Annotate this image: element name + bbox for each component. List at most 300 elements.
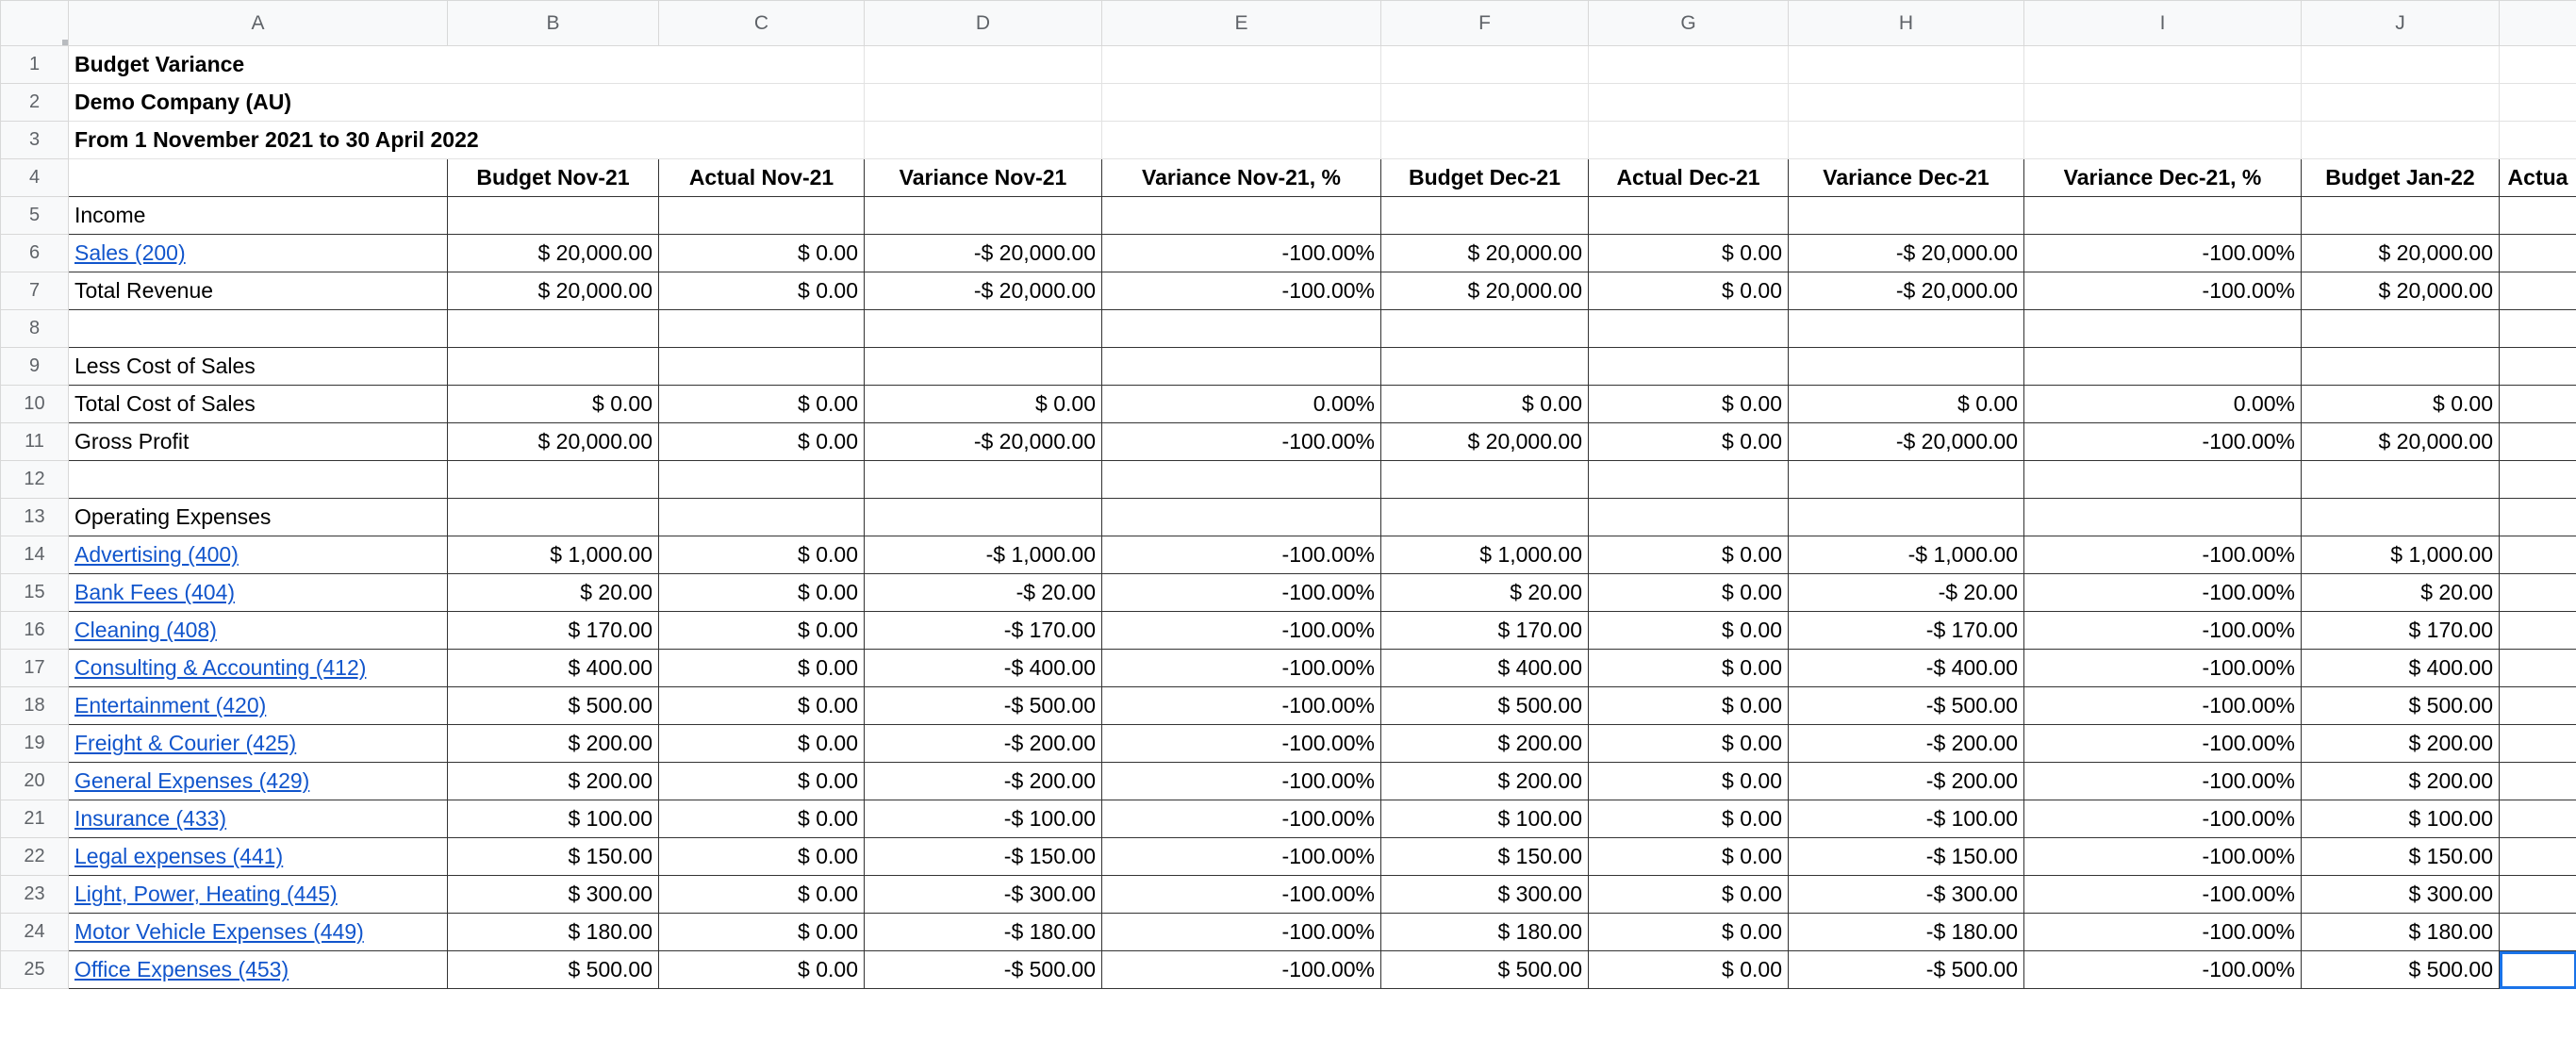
value-cell[interactable]: $ 20,000.00 [448,272,659,310]
value-cell[interactable]: $ 500.00 [1381,687,1589,725]
value-cell[interactable]: $ 20,000.00 [2302,235,2500,272]
value-cell[interactable]: -$ 150.00 [865,838,1102,876]
row-number[interactable]: 10 [1,386,69,423]
value-cell[interactable]: -$ 500.00 [1789,951,2024,989]
empty-cell[interactable] [1381,46,1589,84]
row-label-cell[interactable]: Operating Expenses [69,499,448,536]
value-cell[interactable]: $ 170.00 [1381,612,1589,650]
value-cell[interactable] [1102,499,1381,536]
value-cell[interactable] [1102,461,1381,499]
column-title-cell[interactable]: Variance Dec-21 [1789,159,2024,197]
value-cell[interactable]: $ 200.00 [448,725,659,763]
value-cell[interactable]: $ 180.00 [448,914,659,951]
value-cell[interactable]: $ 100.00 [2302,800,2500,838]
value-cell[interactable]: $ 20.00 [2302,574,2500,612]
empty-cell[interactable] [2500,46,2576,84]
empty-cell[interactable] [1789,122,2024,159]
value-cell[interactable]: -$ 20,000.00 [865,272,1102,310]
value-cell[interactable] [2302,499,2500,536]
value-cell[interactable] [2500,612,2576,650]
value-cell[interactable]: -$ 180.00 [865,914,1102,951]
value-cell[interactable] [1589,348,1789,386]
value-cell[interactable]: -100.00% [1102,235,1381,272]
value-cell[interactable] [1589,499,1789,536]
column-title-cell[interactable]: Actua [2500,159,2576,197]
value-cell[interactable] [448,348,659,386]
value-cell[interactable]: $ 0.00 [1589,612,1789,650]
value-cell[interactable] [1789,197,2024,235]
value-cell[interactable]: $ 400.00 [448,650,659,687]
value-cell[interactable] [865,461,1102,499]
empty-cell[interactable] [2024,46,2302,84]
value-cell[interactable]: $ 0.00 [659,951,865,989]
value-cell[interactable]: -100.00% [2024,423,2302,461]
value-cell[interactable]: -100.00% [2024,650,2302,687]
value-cell[interactable]: -$ 300.00 [865,876,1102,914]
account-link[interactable]: Office Expenses (453) [69,951,448,989]
column-title-cell[interactable]: Budget Dec-21 [1381,159,1589,197]
value-cell[interactable]: $ 20.00 [448,574,659,612]
value-cell[interactable] [1589,461,1789,499]
value-cell[interactable]: $ 1,000.00 [1381,536,1589,574]
value-cell[interactable] [1381,499,1589,536]
account-link[interactable]: General Expenses (429) [69,763,448,800]
column-header[interactable]: B [448,1,659,46]
row-number[interactable]: 7 [1,272,69,310]
value-cell[interactable]: $ 0.00 [1589,838,1789,876]
value-cell[interactable] [2024,461,2302,499]
column-header[interactable]: D [865,1,1102,46]
value-cell[interactable]: $ 150.00 [2302,838,2500,876]
value-cell[interactable] [659,348,865,386]
value-cell[interactable] [1789,499,2024,536]
column-header[interactable]: E [1102,1,1381,46]
value-cell[interactable]: -$ 200.00 [865,763,1102,800]
row-number[interactable]: 9 [1,348,69,386]
account-link[interactable]: Consulting & Accounting (412) [69,650,448,687]
value-cell[interactable] [2302,310,2500,348]
value-cell[interactable]: $ 0.00 [1589,687,1789,725]
empty-cell[interactable] [2302,46,2500,84]
value-cell[interactable]: $ 200.00 [448,763,659,800]
value-cell[interactable]: -$ 500.00 [1789,687,2024,725]
value-cell[interactable]: -100.00% [1102,876,1381,914]
row-number[interactable]: 12 [1,461,69,499]
column-header[interactable]: C [659,1,865,46]
value-cell[interactable] [659,197,865,235]
value-cell[interactable]: $ 100.00 [448,800,659,838]
account-link[interactable]: Bank Fees (404) [69,574,448,612]
value-cell[interactable]: $ 0.00 [659,650,865,687]
value-cell[interactable]: $ 200.00 [1381,725,1589,763]
value-cell[interactable]: $ 0.00 [659,536,865,574]
empty-cell[interactable] [1102,122,1381,159]
value-cell[interactable] [1589,197,1789,235]
value-cell[interactable]: $ 0.00 [1381,386,1589,423]
account-link[interactable]: Motor Vehicle Expenses (449) [69,914,448,951]
value-cell[interactable] [1102,197,1381,235]
row-number[interactable]: 16 [1,612,69,650]
value-cell[interactable]: $ 170.00 [2302,612,2500,650]
row-number[interactable]: 17 [1,650,69,687]
value-cell[interactable]: $ 0.00 [1589,423,1789,461]
value-cell[interactable]: $ 0.00 [1589,725,1789,763]
value-cell[interactable]: -100.00% [1102,838,1381,876]
value-cell[interactable]: -$ 170.00 [865,612,1102,650]
column-header[interactable]: I [2024,1,2302,46]
value-cell[interactable]: $ 200.00 [1381,763,1589,800]
value-cell[interactable]: $ 20.00 [1381,574,1589,612]
value-cell[interactable] [659,499,865,536]
value-cell[interactable]: $ 500.00 [448,951,659,989]
value-cell[interactable]: $ 0.00 [659,838,865,876]
row-number[interactable]: 24 [1,914,69,951]
row-number[interactable]: 22 [1,838,69,876]
value-cell[interactable] [2500,725,2576,763]
value-cell[interactable]: -$ 20,000.00 [1789,272,2024,310]
value-cell[interactable]: -100.00% [2024,612,2302,650]
value-cell[interactable] [2500,499,2576,536]
value-cell[interactable]: -100.00% [2024,914,2302,951]
value-cell[interactable]: $ 400.00 [1381,650,1589,687]
value-cell[interactable] [2500,687,2576,725]
header-blank-cell[interactable] [69,159,448,197]
report-title-cell[interactable]: From 1 November 2021 to 30 April 2022 [69,122,865,159]
row-number[interactable]: 6 [1,235,69,272]
row-number[interactable]: 3 [1,122,69,159]
value-cell[interactable]: -100.00% [2024,687,2302,725]
value-cell[interactable]: -$ 20,000.00 [865,235,1102,272]
value-cell[interactable] [2500,386,2576,423]
value-cell[interactable] [448,499,659,536]
value-cell[interactable] [2302,348,2500,386]
value-cell[interactable]: $ 180.00 [1381,914,1589,951]
value-cell[interactable]: -100.00% [1102,800,1381,838]
value-cell[interactable] [1381,197,1589,235]
empty-cell[interactable] [1589,46,1789,84]
value-cell[interactable]: -$ 1,000.00 [865,536,1102,574]
value-cell[interactable] [2500,235,2576,272]
row-number[interactable]: 4 [1,159,69,197]
value-cell[interactable] [448,461,659,499]
value-cell[interactable]: -100.00% [1102,574,1381,612]
value-cell[interactable]: $ 100.00 [1381,800,1589,838]
column-header[interactable]: A [69,1,448,46]
empty-cell[interactable] [1589,122,1789,159]
value-cell[interactable]: $ 0.00 [1589,914,1789,951]
value-cell[interactable] [448,197,659,235]
value-cell[interactable]: -$ 170.00 [1789,612,2024,650]
value-cell[interactable]: $ 0.00 [2302,386,2500,423]
value-cell[interactable]: -$ 500.00 [865,951,1102,989]
value-cell[interactable] [2024,499,2302,536]
row-number[interactable]: 23 [1,876,69,914]
account-link[interactable]: Advertising (400) [69,536,448,574]
value-cell[interactable]: -100.00% [2024,951,2302,989]
value-cell[interactable]: $ 20,000.00 [1381,423,1589,461]
value-cell[interactable]: -100.00% [1102,687,1381,725]
empty-cell[interactable] [2024,84,2302,122]
value-cell[interactable]: -100.00% [1102,423,1381,461]
value-cell[interactable] [448,310,659,348]
value-cell[interactable]: $ 0.00 [1589,536,1789,574]
value-cell[interactable]: 0.00% [1102,386,1381,423]
empty-cell[interactable] [2024,122,2302,159]
value-cell[interactable] [1589,310,1789,348]
account-link[interactable]: Light, Power, Heating (445) [69,876,448,914]
empty-cell[interactable] [1789,46,2024,84]
value-cell[interactable] [2500,423,2576,461]
value-cell[interactable] [2500,310,2576,348]
value-cell[interactable]: $ 1,000.00 [2302,536,2500,574]
empty-cell[interactable] [2302,84,2500,122]
value-cell[interactable]: $ 150.00 [448,838,659,876]
report-title-cell[interactable]: Budget Variance [69,46,865,84]
column-header[interactable]: H [1789,1,2024,46]
value-cell[interactable]: -100.00% [2024,800,2302,838]
value-cell[interactable]: -100.00% [2024,574,2302,612]
row-number[interactable]: 8 [1,310,69,348]
value-cell[interactable]: $ 0.00 [448,386,659,423]
value-cell[interactable]: -$ 200.00 [1789,763,2024,800]
value-cell[interactable] [2302,461,2500,499]
empty-cell[interactable] [1589,84,1789,122]
value-cell[interactable]: $ 0.00 [659,272,865,310]
value-cell[interactable]: -100.00% [1102,763,1381,800]
value-cell[interactable] [2500,914,2576,951]
value-cell[interactable] [1789,461,2024,499]
value-cell[interactable]: $ 0.00 [1589,951,1789,989]
value-cell[interactable]: $ 300.00 [448,876,659,914]
value-cell[interactable]: -$ 1,000.00 [1789,536,2024,574]
value-cell[interactable] [865,348,1102,386]
empty-cell[interactable] [1381,122,1589,159]
value-cell[interactable]: $ 0.00 [659,423,865,461]
column-title-cell[interactable]: Actual Dec-21 [1589,159,1789,197]
row-label-cell[interactable]: Gross Profit [69,423,448,461]
value-cell[interactable] [659,461,865,499]
value-cell[interactable] [2500,876,2576,914]
value-cell[interactable]: -100.00% [1102,725,1381,763]
value-cell[interactable]: $ 0.00 [1589,650,1789,687]
select-all-corner[interactable] [1,1,69,46]
value-cell[interactable]: $ 0.00 [1589,876,1789,914]
value-cell[interactable]: $ 0.00 [659,574,865,612]
row-number[interactable]: 25 [1,951,69,989]
value-cell[interactable]: -100.00% [1102,272,1381,310]
value-cell[interactable] [2302,197,2500,235]
value-cell[interactable] [1381,348,1589,386]
column-title-cell[interactable]: Variance Nov-21 [865,159,1102,197]
value-cell[interactable] [2024,348,2302,386]
empty-cell[interactable] [2500,84,2576,122]
value-cell[interactable]: -100.00% [1102,951,1381,989]
value-cell[interactable]: $ 180.00 [2302,914,2500,951]
value-cell[interactable]: $ 500.00 [1381,951,1589,989]
value-cell[interactable]: $ 0.00 [659,235,865,272]
value-cell[interactable]: $ 0.00 [659,800,865,838]
account-link[interactable]: Entertainment (420) [69,687,448,725]
value-cell[interactable]: $ 200.00 [2302,763,2500,800]
value-cell[interactable]: -$ 400.00 [865,650,1102,687]
row-number[interactable]: 15 [1,574,69,612]
value-cell[interactable]: -$ 300.00 [1789,876,2024,914]
value-cell[interactable] [2500,800,2576,838]
value-cell[interactable] [2500,951,2576,989]
value-cell[interactable] [2500,461,2576,499]
row-number[interactable]: 1 [1,46,69,84]
value-cell[interactable] [1789,310,2024,348]
value-cell[interactable]: $ 20,000.00 [1381,235,1589,272]
value-cell[interactable]: $ 0.00 [1589,386,1789,423]
value-cell[interactable]: $ 300.00 [2302,876,2500,914]
row-number[interactable]: 21 [1,800,69,838]
value-cell[interactable]: -$ 20,000.00 [1789,423,2024,461]
value-cell[interactable] [1381,461,1589,499]
value-cell[interactable]: $ 20,000.00 [448,235,659,272]
row-label-cell[interactable] [69,310,448,348]
column-title-cell[interactable]: Variance Nov-21, % [1102,159,1381,197]
value-cell[interactable] [659,310,865,348]
value-cell[interactable]: $ 0.00 [1589,574,1789,612]
value-cell[interactable]: -100.00% [1102,536,1381,574]
value-cell[interactable]: 0.00% [2024,386,2302,423]
value-cell[interactable]: -$ 20.00 [865,574,1102,612]
value-cell[interactable]: $ 0.00 [659,612,865,650]
value-cell[interactable] [2500,763,2576,800]
value-cell[interactable]: -$ 400.00 [1789,650,2024,687]
value-cell[interactable] [2500,197,2576,235]
row-number[interactable]: 11 [1,423,69,461]
value-cell[interactable]: -$ 200.00 [865,725,1102,763]
value-cell[interactable]: -100.00% [2024,272,2302,310]
empty-cell[interactable] [865,84,1102,122]
value-cell[interactable] [2500,574,2576,612]
value-cell[interactable]: -$ 500.00 [865,687,1102,725]
value-cell[interactable]: -$ 20,000.00 [865,423,1102,461]
empty-cell[interactable] [1789,84,2024,122]
value-cell[interactable]: $ 0.00 [659,725,865,763]
empty-cell[interactable] [1102,46,1381,84]
value-cell[interactable]: $ 500.00 [448,687,659,725]
value-cell[interactable] [1789,348,2024,386]
value-cell[interactable]: -100.00% [1102,650,1381,687]
row-label-cell[interactable]: Income [69,197,448,235]
empty-cell[interactable] [1381,84,1589,122]
value-cell[interactable]: $ 500.00 [2302,687,2500,725]
account-link[interactable]: Legal expenses (441) [69,838,448,876]
value-cell[interactable] [1102,310,1381,348]
value-cell[interactable] [2500,272,2576,310]
value-cell[interactable]: -$ 100.00 [1789,800,2024,838]
value-cell[interactable]: -100.00% [1102,612,1381,650]
value-cell[interactable] [2500,536,2576,574]
value-cell[interactable]: -$ 180.00 [1789,914,2024,951]
column-title-cell[interactable]: Budget Nov-21 [448,159,659,197]
value-cell[interactable]: $ 170.00 [448,612,659,650]
empty-cell[interactable] [1102,84,1381,122]
value-cell[interactable]: $ 0.00 [659,763,865,800]
value-cell[interactable]: $ 300.00 [1381,876,1589,914]
value-cell[interactable]: $ 20,000.00 [2302,272,2500,310]
value-cell[interactable]: $ 0.00 [1589,235,1789,272]
row-label-cell[interactable]: Total Cost of Sales [69,386,448,423]
value-cell[interactable]: $ 1,000.00 [448,536,659,574]
value-cell[interactable]: $ 0.00 [659,687,865,725]
value-cell[interactable] [865,499,1102,536]
value-cell[interactable]: $ 20,000.00 [448,423,659,461]
value-cell[interactable] [2024,310,2302,348]
row-number[interactable]: 20 [1,763,69,800]
value-cell[interactable]: $ 200.00 [2302,725,2500,763]
value-cell[interactable] [2500,348,2576,386]
value-cell[interactable]: $ 0.00 [1589,800,1789,838]
value-cell[interactable]: $ 500.00 [2302,951,2500,989]
value-cell[interactable]: $ 20,000.00 [2302,423,2500,461]
value-cell[interactable] [1381,310,1589,348]
row-number[interactable]: 13 [1,499,69,536]
value-cell[interactable] [865,310,1102,348]
value-cell[interactable]: -100.00% [2024,235,2302,272]
value-cell[interactable]: -$ 100.00 [865,800,1102,838]
value-cell[interactable] [2024,197,2302,235]
account-link[interactable]: Insurance (433) [69,800,448,838]
value-cell[interactable] [1102,348,1381,386]
value-cell[interactable] [865,197,1102,235]
value-cell[interactable]: -100.00% [2024,876,2302,914]
value-cell[interactable]: -100.00% [2024,536,2302,574]
column-header[interactable]: J [2302,1,2500,46]
empty-cell[interactable] [865,46,1102,84]
value-cell[interactable]: -100.00% [1102,914,1381,951]
row-number[interactable]: 18 [1,687,69,725]
value-cell[interactable]: $ 0.00 [1589,272,1789,310]
value-cell[interactable]: $ 0.00 [1789,386,2024,423]
column-header[interactable]: G [1589,1,1789,46]
row-label-cell[interactable]: Total Revenue [69,272,448,310]
empty-cell[interactable] [2500,122,2576,159]
value-cell[interactable]: -100.00% [2024,725,2302,763]
value-cell[interactable]: -$ 20.00 [1789,574,2024,612]
account-link[interactable]: Sales (200) [69,235,448,272]
account-link[interactable]: Cleaning (408) [69,612,448,650]
value-cell[interactable]: $ 0.00 [659,386,865,423]
value-cell[interactable] [2500,650,2576,687]
value-cell[interactable]: -$ 20,000.00 [1789,235,2024,272]
value-cell[interactable]: $ 400.00 [2302,650,2500,687]
value-cell[interactable]: $ 0.00 [659,914,865,951]
column-header[interactable]: F [1381,1,1589,46]
value-cell[interactable]: $ 0.00 [659,876,865,914]
value-cell[interactable]: $ 0.00 [865,386,1102,423]
column-title-cell[interactable]: Budget Jan-22 [2302,159,2500,197]
value-cell[interactable]: -$ 150.00 [1789,838,2024,876]
value-cell[interactable]: -100.00% [2024,838,2302,876]
empty-cell[interactable] [865,122,1102,159]
value-cell[interactable]: $ 20,000.00 [1381,272,1589,310]
row-number[interactable]: 2 [1,84,69,122]
row-number[interactable]: 14 [1,536,69,574]
report-title-cell[interactable]: Demo Company (AU) [69,84,865,122]
column-title-cell[interactable]: Actual Nov-21 [659,159,865,197]
row-number[interactable]: 5 [1,197,69,235]
value-cell[interactable]: $ 150.00 [1381,838,1589,876]
row-label-cell[interactable]: Less Cost of Sales [69,348,448,386]
value-cell[interactable]: -100.00% [2024,763,2302,800]
value-cell[interactable]: -$ 200.00 [1789,725,2024,763]
row-label-cell[interactable] [69,461,448,499]
value-cell[interactable] [2500,838,2576,876]
